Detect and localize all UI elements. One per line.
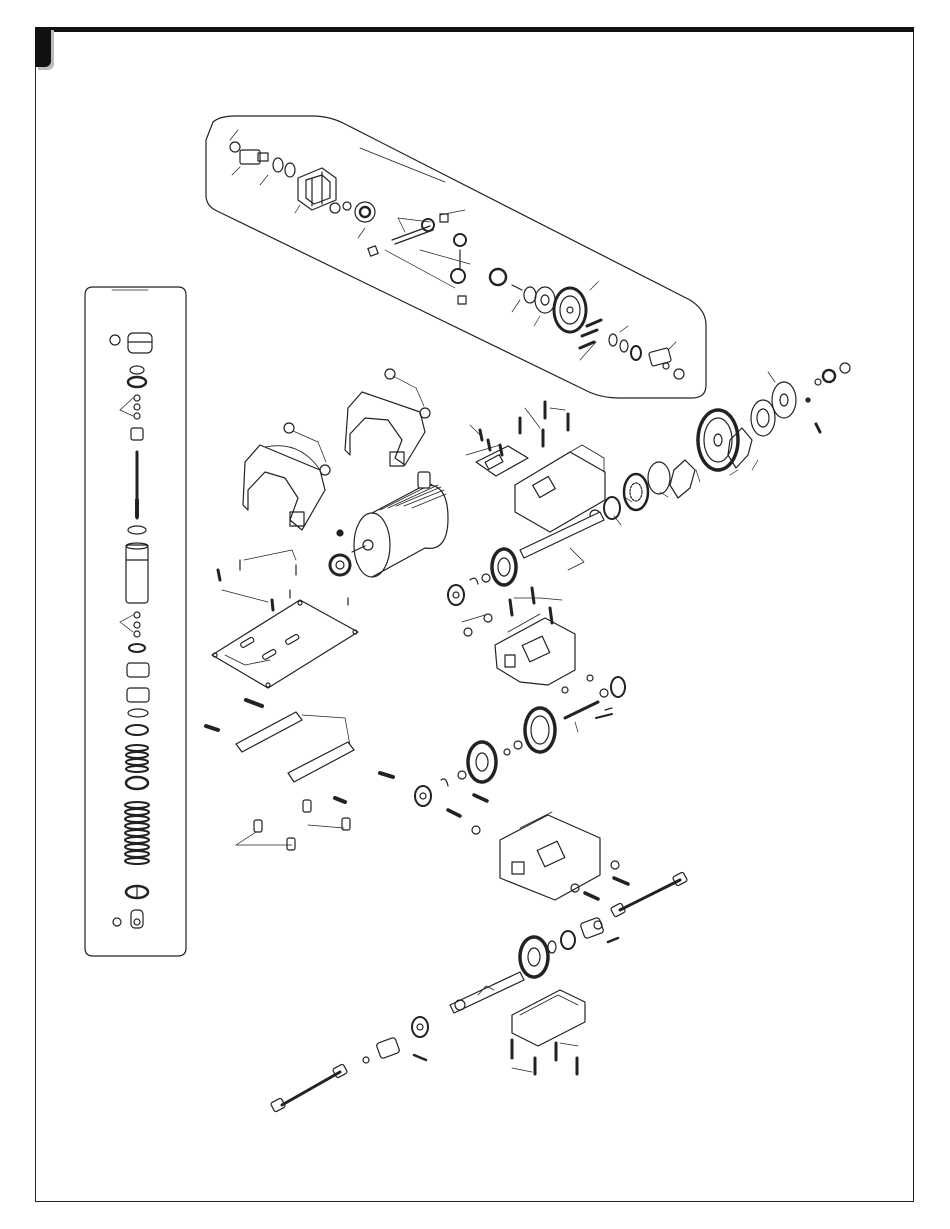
shock-lower-washer-1 — [134, 612, 140, 618]
diff-washer-3 — [343, 202, 351, 210]
drive-shafts-group — [270, 872, 687, 1112]
shock-lower-cap — [129, 644, 145, 652]
output-clip — [441, 779, 448, 786]
diff-washer-1 — [230, 142, 240, 152]
diff-outdrive-right — [649, 348, 672, 369]
rail-screw-1 — [246, 700, 262, 706]
cover-screws — [512, 1040, 578, 1074]
front-outdrive-pin — [414, 1055, 426, 1060]
shock-assembly-group — [85, 287, 186, 956]
brushless-motor — [352, 472, 448, 577]
rear-bearing — [561, 931, 575, 949]
top-shaft-washer — [482, 574, 490, 582]
diff-washer-2 — [330, 203, 340, 213]
slipper-small-pin — [806, 398, 810, 402]
electronics-box-group — [466, 402, 605, 532]
front-washer — [363, 1057, 369, 1063]
shock-bladder — [130, 366, 144, 374]
shock-spacer-2 — [127, 688, 149, 702]
diff-bevel-gear-small — [490, 269, 506, 285]
diff-cover-plate — [535, 287, 555, 313]
rear-outdrive — [580, 917, 604, 939]
diff-oring-1 — [273, 158, 283, 172]
diff-pin — [512, 285, 522, 290]
shock-main-spring — [125, 802, 149, 864]
slipper-washer — [815, 379, 821, 385]
idler-washer-2 — [504, 749, 510, 755]
slipper-pad-1 — [751, 400, 775, 436]
shock-piston-clip — [134, 395, 140, 401]
motor-mount-right — [345, 369, 430, 466]
slipper-pin — [816, 424, 820, 432]
idler-gear-large — [525, 708, 555, 752]
slipper-clutch-group — [448, 363, 850, 605]
motor-mount-left — [243, 423, 330, 530]
gearbox-gears-group — [415, 708, 555, 834]
output-gear — [468, 742, 496, 782]
shock-body — [126, 543, 148, 603]
gearbox-lower-screw-2 — [585, 893, 598, 899]
motor-group — [330, 472, 448, 577]
gearbox-lower-nut-1 — [611, 861, 619, 869]
shock-washer-a — [134, 404, 140, 410]
shock-spring-collar — [126, 777, 148, 789]
diff-ring-gear — [554, 288, 586, 332]
front-driveshaft — [270, 1064, 347, 1112]
shock-spacer-1 — [127, 663, 149, 677]
rear-outdrive-pin — [608, 938, 618, 942]
rear-shim — [548, 941, 556, 953]
diff-detail-group — [206, 116, 706, 398]
slipper-hub — [624, 474, 648, 510]
diff-oring-3 — [609, 334, 617, 346]
shock-clip — [128, 709, 148, 717]
gearbox-lower-screw-1 — [614, 878, 628, 884]
diff-bevel-gear-large — [355, 202, 375, 222]
diff-washer-4 — [674, 369, 684, 379]
top-shaft-gear — [492, 549, 516, 585]
pinion-gear — [330, 555, 350, 575]
shock-top-oring — [128, 526, 146, 534]
diff-spider-gear-1 — [422, 219, 434, 231]
output-washer — [458, 771, 466, 779]
rail-screw-2 — [206, 726, 218, 730]
rear-gear — [520, 937, 548, 977]
box-screws — [466, 402, 568, 455]
slipper-plate — [772, 382, 796, 418]
diff-pin-block-2 — [440, 214, 448, 222]
rear-driveshaft — [610, 872, 687, 917]
chassis-rails-group — [206, 700, 393, 850]
diff-spider-gear-3 — [451, 269, 465, 283]
idler-shaft — [562, 675, 625, 732]
gearbox-cover — [512, 990, 585, 1046]
shock-lower-washer-2 — [134, 622, 140, 628]
top-shaft-bearing — [448, 585, 464, 605]
idler-washer-1 — [514, 741, 522, 749]
shock-spring-cup — [126, 886, 148, 898]
diff-case — [298, 168, 336, 210]
top-shaft-clip — [470, 578, 478, 584]
motor-plate — [212, 600, 358, 688]
diff-oring-4 — [620, 340, 628, 352]
chassis-rail-1 — [236, 712, 302, 752]
diff-spider-gear-2 — [454, 234, 466, 246]
diff-cross-pin — [392, 226, 433, 244]
diff-pin-block-3 — [458, 296, 466, 304]
diff-pin-block-1 — [368, 246, 378, 256]
slipper-pressure-plate — [648, 462, 670, 494]
gearbox-lower-group — [500, 812, 628, 900]
shock-rod-end — [113, 910, 143, 928]
chassis-rail-2 — [288, 742, 354, 782]
diff-outdrive-left — [240, 150, 268, 164]
slipper-nut — [840, 363, 850, 373]
slipper-bearing — [604, 497, 620, 519]
standoffs — [236, 773, 393, 850]
shock-cap — [110, 333, 152, 353]
shock-preload-spring — [126, 745, 148, 772]
diff-shim — [524, 287, 536, 303]
shock-oring — [128, 377, 146, 387]
shock-washer-b — [134, 413, 140, 419]
gearbox-pins — [448, 795, 487, 816]
motor-mount-group — [212, 369, 430, 688]
slipper-pad-3 — [670, 460, 695, 498]
shock-collar — [126, 725, 148, 735]
gearbox-lower-case — [500, 812, 600, 900]
diff-oring-2 — [285, 163, 295, 177]
gearbox-upper-case — [495, 614, 575, 685]
output-shaft — [450, 972, 524, 1013]
shock-piston — [131, 428, 143, 440]
diff-bearing — [631, 346, 641, 360]
slipper-leader-lines — [614, 372, 775, 525]
front-bearing — [412, 1017, 428, 1037]
front-outdrive — [376, 1037, 400, 1059]
shock-lower-washer-3 — [134, 631, 140, 637]
motor-plate-screws — [218, 550, 348, 610]
slipper-spring — [823, 370, 835, 382]
gearbox-nut — [472, 826, 480, 834]
pinion-set-screw — [337, 530, 343, 536]
output-bearing — [415, 786, 431, 806]
